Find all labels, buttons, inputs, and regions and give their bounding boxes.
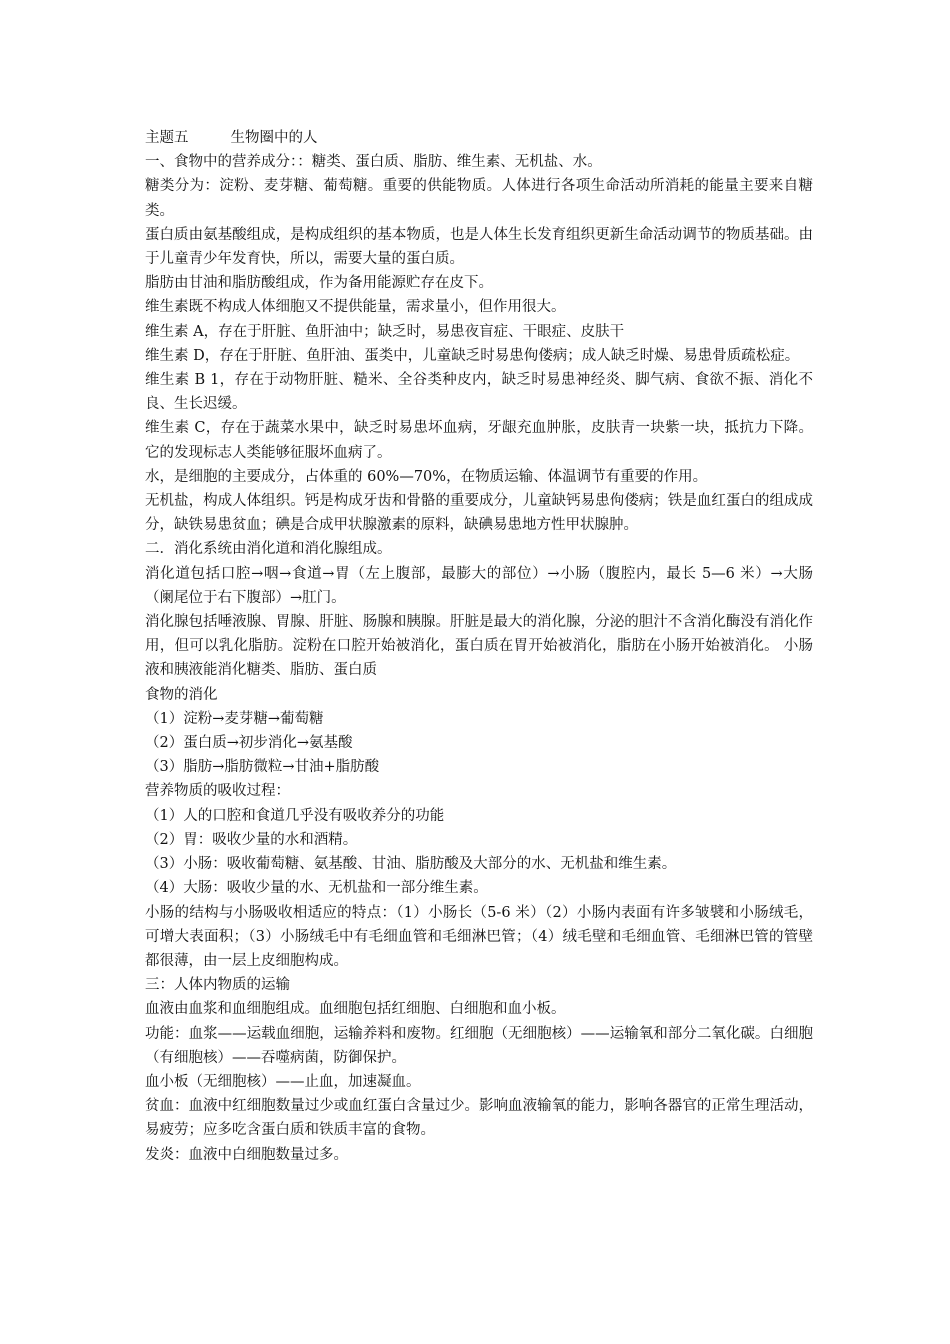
paragraph: 维生素 C，存在于蔬菜水果中，缺乏时易患坏血病，牙龈充血肿胀，皮肤青一块紫一块，抵抗力下降。它的发现标志人类能够征服坏血病了。 (145, 420, 813, 461)
paragraph: 维生素 D，存在于肝脏、鱼肝油、蛋类中，儿童缺乏时易患佝偻病；成人缺乏时燥、易患骨质疏松症。 (145, 347, 800, 364)
paragraph: 血液由血浆和血细胞组成。血细胞包括红细胞、白细胞和血小板。 (145, 1001, 566, 1018)
list-item: （3）脂肪→脂肪微粒→甘油+脂肪酸 (145, 759, 380, 776)
paragraph: 脂肪由甘油和脂肪酸组成，作为备用能源贮存在皮下。 (145, 275, 493, 292)
list-item: （1）淀粉→麦芽糖→葡萄糖 (145, 710, 324, 727)
paragraph: 食物的消化 (145, 686, 218, 703)
document-title (145, 126, 813, 150)
document-page (145, 126, 813, 1167)
paragraph: 水，是细胞的主要成分，占体重的 60%—70%，在物质运输、体温调节有重要的作用。 (145, 468, 708, 485)
section-heading: 二．消化系统由消化道和消化腺组成。 (145, 541, 392, 558)
paragraph: 消化腺包括唾液腺、胃腺、肝脏、肠腺和胰腺。肝脏是最大的消化腺，分泌的胆汁不含消化酶没有消化作用，但可以乳化脂肪。淀粉在口腔开始被消化，蛋白质在胃开始被消化，脂肪在小肠开始被消化。 小肠液和胰液能消化糖类、脂肪、蛋白质 (145, 614, 813, 679)
paragraph: 一、食物中的营养成分：：糖类、蛋白质、脂肪、维生素、无机盐、水。 (145, 154, 602, 171)
list-item: （1）人的口腔和食道几乎没有吸收养分的功能 (145, 807, 445, 824)
paragraph: 维生素既不构成人体细胞又不提供能量，需求量小，但作用很大。 (145, 299, 566, 316)
paragraph: 维生素 B 1，存在于动物肝脏、糙米、全谷类种皮内，缺乏时易患神经炎、脚气病、食欲不振、消化不良、生长迟缓。 (145, 372, 813, 413)
paragraph: 消化道包括口腔→咽→食道→胃（左上腹部，最膨大的部位）→小肠（腹腔内，最长 5—6 米）→大肠（阑尾位于右下腹部）→肛门。 (145, 565, 813, 606)
list-item: （4）大肠：吸收少量的水、无机盐和一部分维生素。 (145, 880, 488, 897)
list-item: （2）胃：吸收少量的水和酒精。 (145, 831, 358, 848)
paragraph: 贫血：血液中红细胞数量过少或血红蛋白含量过少。影响血液输氧的能力，影响各器官的正常生理活动，易疲劳；应多吃含蛋白质和铁质丰富的食物。 (145, 1098, 813, 1139)
paragraph: 糖类分为：淀粉、麦芽糖、葡萄糖。重要的供能物质。人体进行各项生命活动所消耗的能量主要来自糖类。 (145, 178, 813, 219)
list-item: （3）小肠：吸收葡萄糖、氨基酸、甘油、脂肪酸及大部分的水、无机盐和维生素。 (145, 856, 677, 873)
paragraph: 小肠的结构与小肠吸收相适应的特点：（1）小肠长（5-6 米）（2）小肠内表面有许多皱襞和小肠绒毛，可增大表面积；（3）小肠绒毛中有毛细血管和毛细淋巴管；（4）绒毛壁和毛细血管、毛细淋巴管的管壁都很薄，由一层上皮细胞构成。 (145, 904, 813, 969)
paragraph: 发炎：血液中白细胞数量过多。 (145, 1146, 348, 1163)
list-item: （2）蛋白质→初步消化→氨基酸 (145, 735, 353, 752)
section-heading: 三：人体内物质的运输 (145, 977, 290, 994)
paragraph: 血小板（无细胞核）——止血，加速凝血。 (145, 1073, 421, 1090)
paragraph: 维生素 A，存在于肝脏、鱼肝油中；缺乏时，易患夜盲症、干眼症、皮肤干 (145, 323, 625, 340)
title-topic: 主题五 (145, 130, 189, 146)
paragraph: 无机盐，构成人体组织。钙是构成牙齿和骨骼的重要成分，儿童缺钙易患佝偻病；铁是血红蛋白的组成成分，缺铁易患贫血；碘是合成甲状腺激素的原料，缺碘易患地方性甲状腺肿。 (145, 493, 813, 534)
paragraph: 营养物质的吸收过程： (145, 783, 290, 800)
title-subject: 生物圈中的人 (230, 130, 318, 146)
paragraph: 蛋白质由氨基酸组成，是构成组织的基本物质，也是人体生长发育组织更新生命活动调节的物质基础。由于儿童青少年发育快，所以，需要大量的蛋白质。 (145, 226, 813, 268)
paragraph: 功能：血浆——运载血细胞，运输养料和废物。红细胞（无细胞核）——运输氧和部分二氧化碳。白细胞（有细胞核）——吞噬病菌，防御保护。 (145, 1025, 813, 1066)
